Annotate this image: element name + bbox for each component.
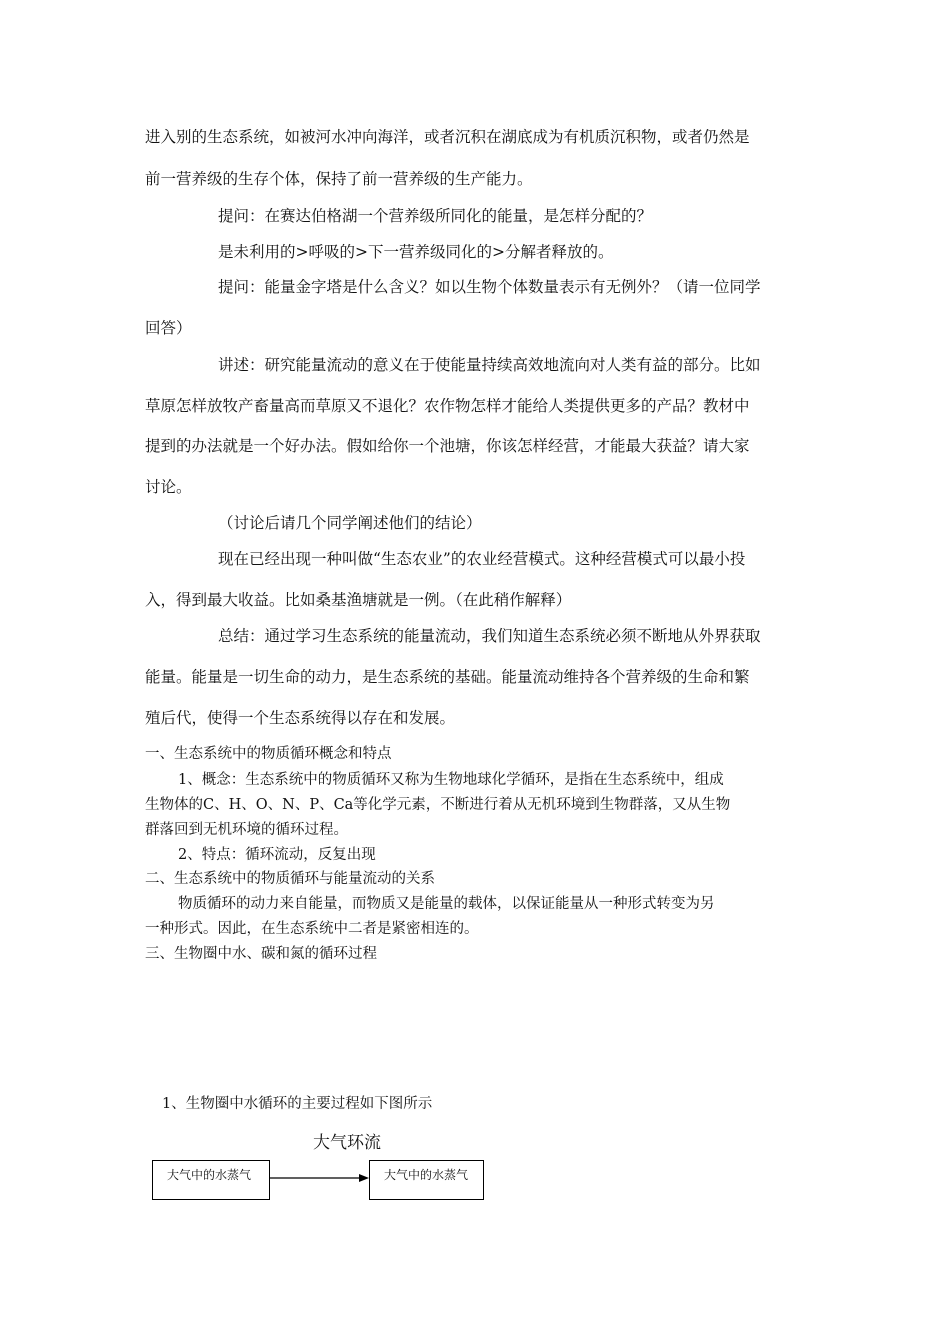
diagram-box-right [369,1160,484,1200]
paragraph-line: 进入别的生态系统，如被河水冲向海洋，或者沉积在湖底成为有机质沉积物，或者仍然是 [145,128,750,146]
question-text: 提问：能量金字塔是什么含义？如以生物个体数量表示有无例外？（请一位同学 [218,278,761,296]
section-heading: 二、生态系统中的物质循环与能量流动的关系 [145,871,435,887]
water-cycle-title: 1、生物圈中水循环的主要过程如下图所示 [162,1096,433,1112]
lecture-text: 讨论。 [145,478,192,496]
box-label: 大气中的水蒸气 [167,1168,252,1182]
relation-text: 物质循环的动力来自能量，而物质又是能量的载体，以保证能量从一种形式转变为另 [178,896,715,912]
diagram-box-left [152,1160,270,1200]
summary-text: 总结：通过学习生态系统的能量流动，我们知道生态系统必须不断地从外界获取 [218,627,761,645]
lecture-text: 提到的办法就是一个好办法。假如给你一个池塘，你该怎样经营，才能最大获益？请大家 [145,437,750,455]
question-text: 提问：在赛达伯格湖一个营养级所同化的能量，是怎样分配的？ [218,207,653,225]
summary-text: 殖后代，使得一个生态系统得以存在和发展。 [145,709,456,727]
agriculture-text: 现在已经出现一种叫做“生态农业”的农业经营模式。这种经营模式可以最小投 [218,550,746,568]
concept-text: 生物体的C、H、O、N、P、Ca等化学元素，不断进行着从无机环境到生物群落，又从生物 [145,797,731,813]
arrow-label: 大气环流 [313,1133,381,1153]
relation-text: 一种形式。因此，在生态系统中二者是紧密相连的。 [145,921,479,937]
feature-text: 2、特点：循环流动，反复出现 [178,847,376,863]
discussion-note: （讨论后请几个同学阐述他们的结论） [218,514,482,532]
section-heading: 一、生态系统中的物质循环概念和特点 [145,746,392,762]
concept-text: 1、概念：生态系统中的物质循环又称为生物地球化学循环，是指在生态系统中，组成 [178,772,724,788]
box-label: 大气中的水蒸气 [384,1168,469,1182]
paragraph-line: 前一营养级的生存个体，保持了前一营养级的生产能力。 [145,170,533,188]
summary-text: 能量。能量是一切生命的动力，是生态系统的基础。能量流动维持各个营养级的生命和繁 [145,668,750,686]
concept-text: 群落回到无机环境的循环过程。 [145,822,348,838]
answer-text: 是未利用的>呼吸的>下一营养级同化的>分解者释放的。 [218,243,614,261]
agriculture-text: 入，得到最大收益。比如桑基渔塘就是一例。（在此稍作解释） [145,591,572,609]
lecture-text: 讲述：研究能量流动的意义在于使能量持续高效地流向对人类有益的部分。比如 [218,356,761,374]
lecture-text: 草原怎样放牧产畜量高而草原又不退化？农作物怎样才能给人类提供更多的产品？教材中 [145,397,750,415]
right-arrow-icon [268,1171,372,1185]
section-heading: 三、生物圈中水、碳和氮的循环过程 [145,946,377,962]
question-text: 回答） [145,319,192,337]
